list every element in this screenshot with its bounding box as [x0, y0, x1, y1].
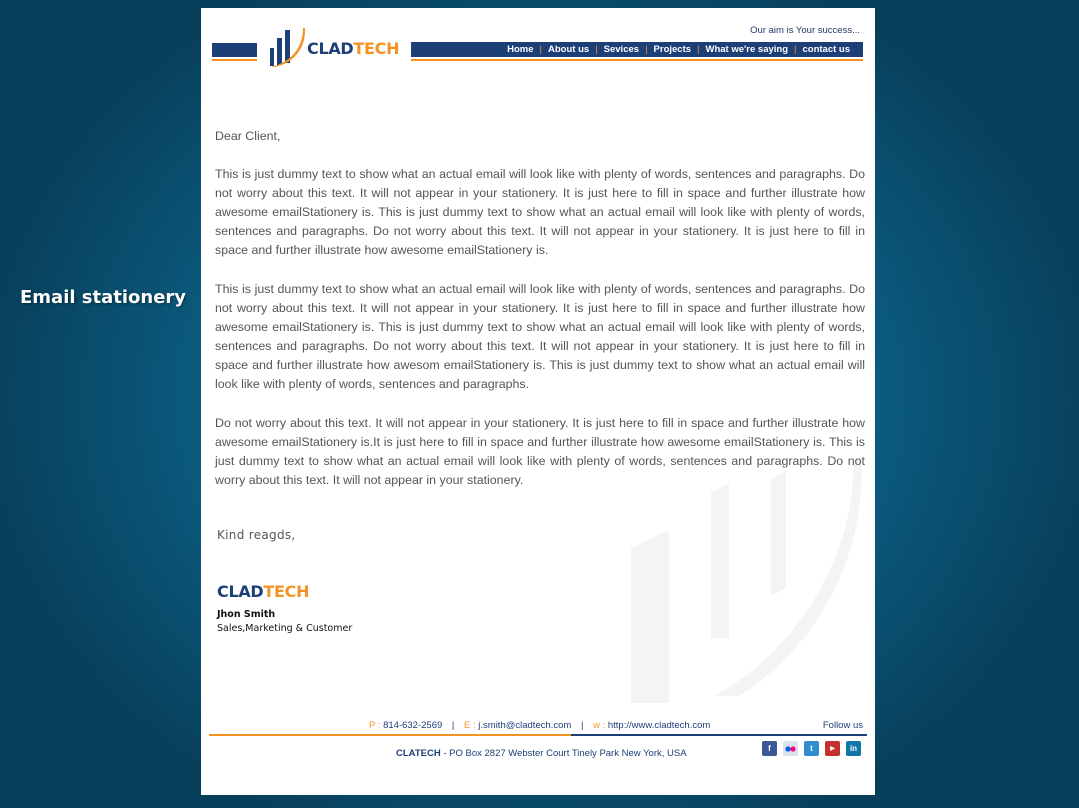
logo-text-tech: TECH: [353, 39, 400, 58]
linkedin-icon[interactable]: in: [846, 741, 861, 756]
signature-logo: [217, 582, 309, 601]
side-label: Email stationery: [20, 287, 187, 308]
nav-separator: |: [645, 44, 648, 55]
tagline: Our aim is Your success...: [750, 25, 860, 36]
top-nav: [501, 42, 856, 57]
nav-bar: [411, 42, 863, 57]
flickr-icon[interactable]: [783, 741, 798, 756]
letter-paragraph-3: [215, 414, 865, 490]
footer-contact: [369, 720, 710, 731]
nav-testimonials[interactable]: What we're saying: [705, 44, 789, 55]
signature-logo-tech: TECH: [263, 582, 310, 601]
contact-separator: |: [580, 720, 584, 731]
paragraph-text: This is just dummy text to show what an actual email will look like with plenty of words, sentences and paragraphs. Do not worry about this text. It will not appear in your stationery. It is just here to fill in space and further illustrate how awesome emailStationery is. This is just dummy text to show what an actual email will look like with plenty of words, sentences and paragraphs. Do not worry about this text. It will not appear in your stationery. It is just here to fill in space and further illustrate how awesom emailStationery is. This is just dummy text to show what an actual email will look like with plenty of words, sentences and paragraphs.: [215, 282, 865, 391]
twitter-icon[interactable]: t: [804, 741, 819, 756]
logo-text-clad: CLAD: [307, 39, 354, 58]
stationery-paper: [201, 8, 875, 795]
nav-about-us[interactable]: About us: [548, 44, 590, 55]
youtube-icon[interactable]: ▶: [825, 741, 840, 756]
footer-divider: [209, 734, 867, 736]
watermark-logo-icon: [621, 458, 866, 708]
footer-company: CLATECH: [396, 748, 441, 759]
brand-logo[interactable]: [267, 26, 407, 70]
nav-separator: |: [539, 44, 543, 55]
contact-separator: |: [451, 720, 455, 731]
nav-separator: |: [595, 44, 598, 55]
footer-address: [396, 748, 687, 759]
social-links: [762, 741, 861, 756]
web-label: w :: [593, 720, 606, 731]
header-bar-left: [212, 43, 257, 57]
logo-text: [307, 39, 399, 58]
phone-value[interactable]: 814-632-2569: [383, 720, 443, 731]
nav-separator: |: [794, 44, 797, 55]
letter-greeting: Dear Client,: [215, 129, 281, 143]
signature-logo-clad: CLAD: [217, 582, 264, 601]
email-link[interactable]: j.smith@cladtech.com: [478, 720, 572, 731]
nav-projects[interactable]: Projects: [653, 44, 692, 55]
follow-us-label: Follow us: [822, 720, 863, 731]
paragraph-text: This is just dummy text to show what an actual email will look like with plenty of words, sentences and paragraphs. Do not worry about this text. It will not appear in your stationery. It is just here to fill in space and further illustrate how awesome emailStationery is. This is just dummy text to show what an actual email will look like with plenty of words, sentences and paragraphs. Do not worry about this text. It will not appear in your stationery. It is just here to fill in space and further illustrate how awesome emailStationery is.: [215, 167, 865, 257]
nav-home[interactable]: Home: [507, 44, 534, 55]
logo-bars-icon: [267, 26, 311, 70]
phone-label: P :: [369, 720, 381, 731]
letter-closing: Kind reagds,: [217, 528, 296, 542]
email-label: E :: [464, 720, 476, 731]
signature-role: Sales,Marketing & Customer: [217, 623, 353, 634]
nav-separator: |: [697, 44, 700, 55]
letter-paragraph-1: [215, 165, 865, 260]
nav-accent-line: [411, 59, 863, 61]
footer-address-text: - PO Box 2827 Webster Court Tinely Park New York, USA: [440, 748, 687, 759]
paragraph-text: Do not worry about this text. It will not appear in your stationery. It is just here to fill in space and further illustrate how awesome emailStationery is.It is just here to fill in space and further illustrate how awesome emailStationery is. This is just dummy text to show what an actual email will look like with plenty of words, sentences and paragraphs. Do not worry about this text. It will not appear in your stationery.: [215, 416, 865, 487]
header-accent-left: [212, 59, 257, 61]
nav-contact-us[interactable]: contact us: [802, 44, 850, 55]
facebook-icon[interactable]: f: [762, 741, 777, 756]
website-link[interactable]: http://www.cladtech.com: [607, 720, 711, 731]
letter-paragraph-2: [215, 280, 865, 394]
signature-name: Jhon Smith: [217, 609, 276, 620]
nav-services[interactable]: Sevices: [603, 44, 640, 55]
